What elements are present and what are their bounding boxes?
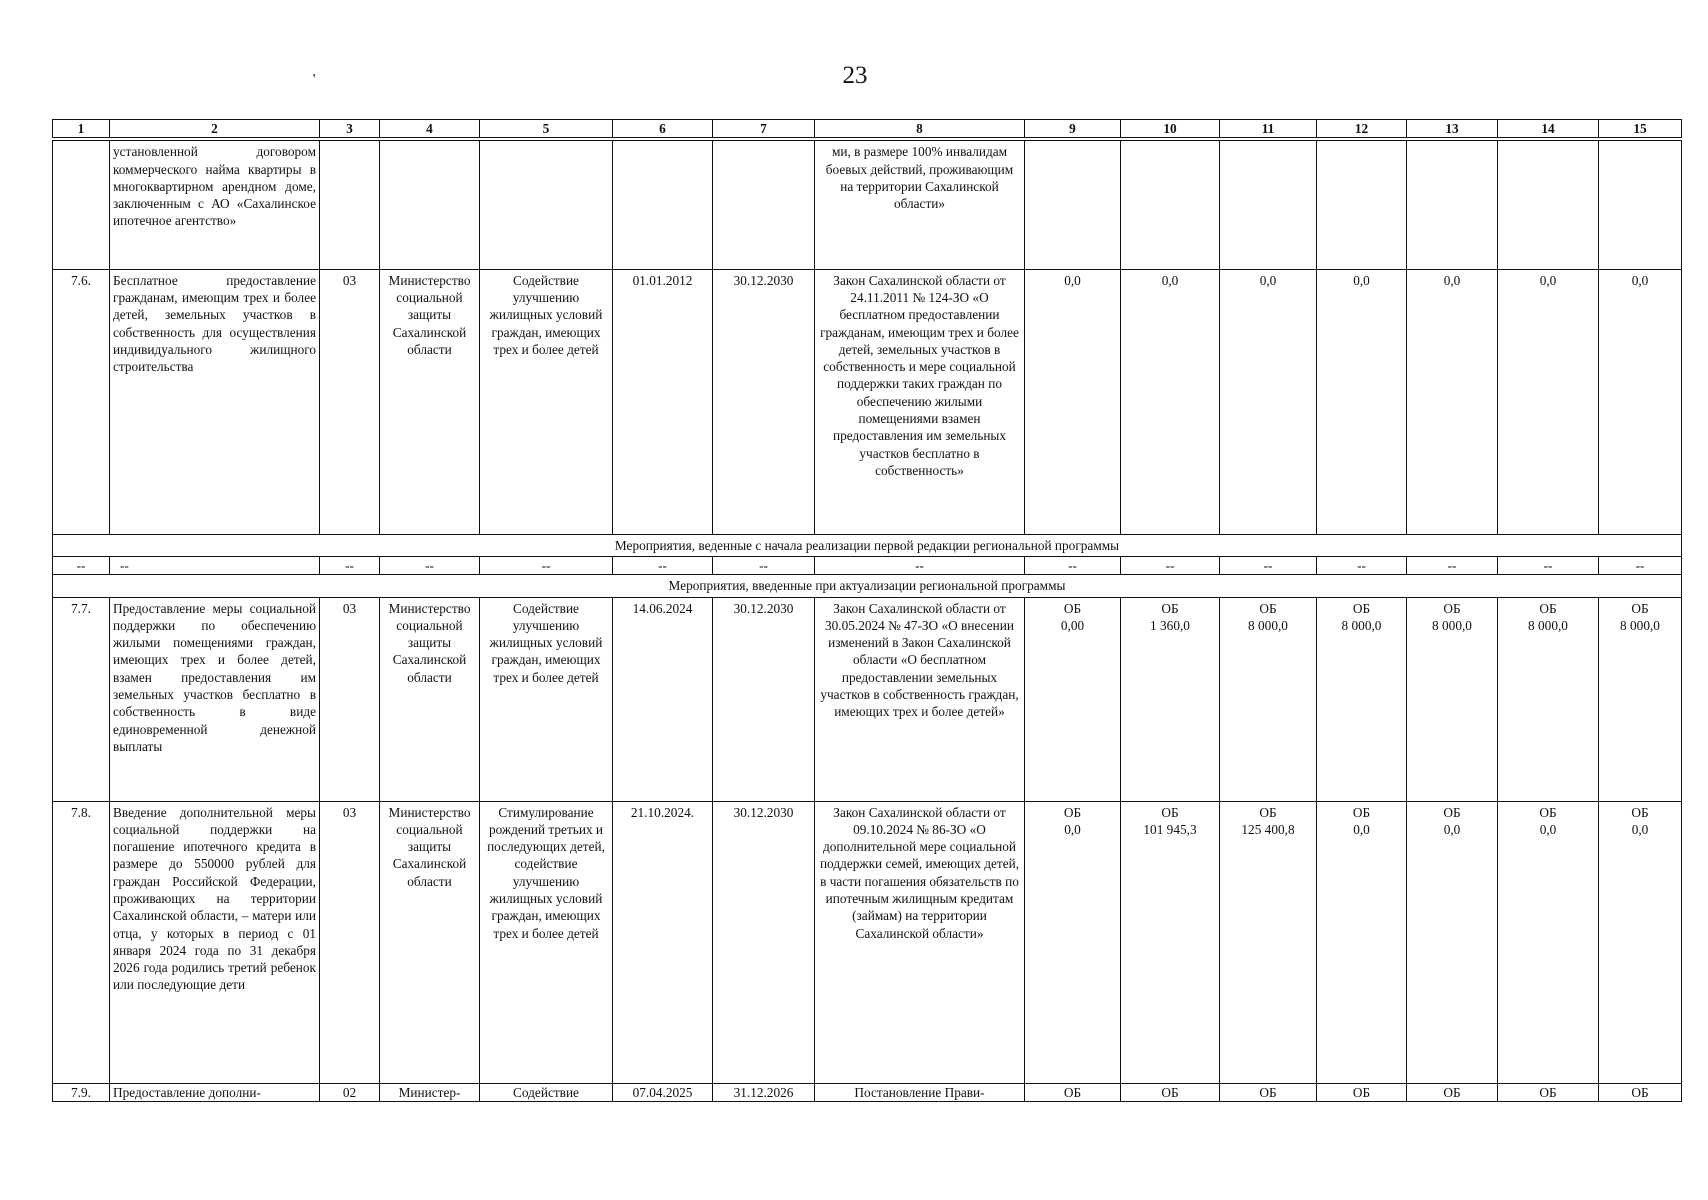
table-row — [53, 139, 1682, 269]
dash-cell: -- — [1025, 557, 1121, 575]
funding-source: ОБ — [1259, 804, 1277, 820]
measure-name: Предоставление меры социальной поддержки по обеспечению жилыми помещениями граждан, имеющих трех и более детей, взамен предоставления им земельных участков бесплатно в собственность в виде единовременной денежной выплаты — [110, 597, 320, 801]
col-num: 9 — [1025, 120, 1121, 140]
goal: Содействие улучшению жилищных условий граждан, имеющих трех и более детей — [480, 269, 613, 534]
funding-source: ОБ — [1161, 804, 1179, 820]
value-cell — [1025, 801, 1121, 1083]
value-cell: 0,0 — [1220, 269, 1317, 534]
funding-amount: 0,0 — [1353, 821, 1370, 837]
dash-cell: -- — [53, 557, 110, 575]
funding-source: ОБ — [1631, 804, 1649, 820]
table-row — [53, 269, 1682, 534]
col-num: 2 — [110, 120, 320, 140]
value-cell — [1498, 801, 1599, 1083]
value-cell — [1025, 597, 1121, 801]
dash-cell: -- — [320, 557, 380, 575]
value-cell — [1220, 801, 1317, 1083]
dash-cell: -- — [1317, 557, 1407, 575]
value-cell — [1220, 597, 1317, 801]
table-row — [53, 597, 1682, 801]
col-num: 7 — [713, 120, 815, 140]
col-num: 6 — [613, 120, 713, 140]
start-date: 07.04.2025 — [613, 1083, 713, 1101]
value-cell: 0,0 — [1407, 269, 1498, 534]
funding-source: ОБ — [1121, 1083, 1220, 1101]
end-date: 30.12.2030 — [713, 597, 815, 801]
funding-source: ОБ — [1443, 600, 1461, 616]
funding-amount: 0,0 — [1539, 821, 1557, 837]
value-cell — [1317, 801, 1407, 1083]
executor: Министерство социальной защиты Сахалинской области — [380, 269, 480, 534]
section-row — [53, 534, 1682, 556]
funding-amount: 8 000,0 — [1248, 617, 1288, 633]
legal-basis: Закон Сахалинской области от 30.05.2024 № 47-ЗО «О внесении изменений в Закон Сахалинской области «О бесплатном предоставлении земельных участков в собственность граждан, имеющих трех и более детей» — [815, 597, 1025, 801]
section-heading: Мероприятия, введенные при актуализации региональной программы — [53, 575, 1682, 597]
value-cell: 0,0 — [1121, 269, 1220, 534]
value-cell: 0,0 — [1599, 269, 1682, 534]
code: 03 — [320, 801, 380, 1083]
dash-cell: -- — [380, 557, 480, 575]
scan-mark: ʽ — [312, 72, 317, 87]
col-num: 12 — [1317, 120, 1407, 140]
end-date: 30.12.2030 — [713, 801, 815, 1083]
value-cell — [1498, 597, 1599, 801]
start-date: 14.06.2024 — [613, 597, 713, 801]
table-row — [53, 801, 1682, 1083]
funding-source: ОБ — [1599, 1083, 1682, 1101]
end-date: 31.12.2026 — [713, 1083, 815, 1101]
row-number: 7.7. — [53, 597, 110, 801]
value-cell — [1121, 597, 1220, 801]
measure-name: Предоставление дополни- — [110, 1083, 320, 1101]
dash-cell: -- — [480, 557, 613, 575]
funding-source: ОБ — [1025, 1083, 1121, 1101]
row-number: 7.6. — [53, 269, 110, 534]
funding-source: ОБ — [1498, 1083, 1599, 1101]
section-heading: Мероприятия, веденные с начала реализации первой редакции региональной программы — [53, 534, 1682, 556]
funding-source: ОБ — [1161, 600, 1179, 616]
funding-amount: 0,0 — [1064, 821, 1081, 837]
table-row — [53, 1083, 1682, 1101]
dash-cell: -- — [1220, 557, 1317, 575]
funding-source: ОБ — [1407, 1083, 1498, 1101]
col-num: 10 — [1121, 120, 1220, 140]
value-cell — [1599, 801, 1682, 1083]
col-num: 8 — [815, 120, 1025, 140]
value-cell: 0,0 — [1317, 269, 1407, 534]
value-cell — [1121, 801, 1220, 1083]
row-number: 7.9. — [53, 1083, 110, 1101]
funding-amount: 8 000,0 — [1528, 617, 1568, 633]
col-num: 14 — [1498, 120, 1599, 140]
end-date: 30.12.2030 — [713, 269, 815, 534]
value-cell — [1317, 597, 1407, 801]
col-num: 11 — [1220, 120, 1317, 140]
funding-source: ОБ — [1539, 600, 1557, 616]
legal-basis: Постановление Прави- — [815, 1083, 1025, 1101]
col-num: 15 — [1599, 120, 1682, 140]
code: 03 — [320, 269, 380, 534]
legal-basis: Закон Сахалинской области от 24.11.2011 № 124-ЗО «О бесплатном предоставлении гражданам, имеющим трех и более детей, земельных участков в собственность и мере социальной поддержки таких граждан по обеспечению жилыми помещениями взамен предоставления им земельных участков бесплатно в собственность» — [815, 269, 1025, 534]
column-numbers-row — [53, 120, 1682, 140]
col-num: 4 — [380, 120, 480, 140]
value-cell — [1407, 801, 1498, 1083]
measure-name: установленной договором коммерческого найма квартиры в многоквартирном арендном доме, заключенным с АО «Сахалинское ипотечное агентство» — [110, 139, 320, 269]
col-num: 1 — [53, 120, 110, 140]
start-date: 21.10.2024. — [613, 801, 713, 1083]
program-table — [52, 119, 1682, 1102]
page-number: 23 — [842, 62, 868, 89]
dash-cell: -- — [110, 557, 320, 575]
dash-cell: -- — [613, 557, 713, 575]
start-date: 01.01.2012 — [613, 269, 713, 534]
funding-amount: 101 945,3 — [1143, 821, 1197, 837]
funding-source: ОБ — [1317, 1083, 1407, 1101]
row-number: 7.8. — [53, 801, 110, 1083]
funding-source: ОБ — [1443, 804, 1461, 820]
funding-source: ОБ — [1259, 600, 1277, 616]
funding-amount: 0,00 — [1060, 617, 1085, 633]
value-cell — [1407, 597, 1498, 801]
funding-amount: 1 360,0 — [1150, 617, 1190, 633]
funding-amount: 8 000,0 — [1341, 617, 1382, 633]
goal: Стимулирование рождений третьих и последующих детей, содействие улучшению жилищных условий граждан, имеющих трех и более детей — [480, 801, 613, 1083]
dash-cell: -- — [1498, 557, 1599, 575]
code: 02 — [320, 1083, 380, 1101]
dash-cell: -- — [1599, 557, 1682, 575]
executor: Министерство социальной защиты Сахалинской области — [380, 597, 480, 801]
funding-source: ОБ — [1063, 600, 1082, 616]
funding-source: ОБ — [1539, 804, 1557, 820]
dash-cell: -- — [713, 557, 815, 575]
value-cell: 0,0 — [1025, 269, 1121, 534]
section-row — [53, 575, 1682, 597]
value-cell — [1599, 597, 1682, 801]
funding-source: ОБ — [1220, 1083, 1317, 1101]
value-cell: 0,0 — [1498, 269, 1599, 534]
executor: Министер- — [380, 1083, 480, 1101]
funding-amount: 8 000,0 — [1620, 617, 1660, 633]
funding-source: ОБ — [1631, 600, 1649, 616]
executor: Министерство социальной защиты Сахалинской области — [380, 801, 480, 1083]
legal-basis: ми, в размере 100% инвалидам боевых действий, проживающим на территории Сахалинской области» — [815, 139, 1025, 269]
col-num: 5 — [480, 120, 613, 140]
legal-basis: Закон Сахалинской области от 09.10.2024 № 86-ЗО «О дополнительной мере социальной поддержки семей, имеющих детей, в части погашения обязательств по ипотечным жилищным кредитам (займам) на территории Сахалинской области» — [815, 801, 1025, 1083]
col-num: 3 — [320, 120, 380, 140]
dash-cell: -- — [815, 557, 1025, 575]
funding-source: ОБ — [1063, 804, 1082, 820]
funding-amount: 125 400,8 — [1241, 821, 1295, 837]
goal: Содействие — [480, 1083, 613, 1101]
goal: Содействие улучшению жилищных условий граждан, имеющих трех и более детей — [480, 597, 613, 801]
dash-cell: -- — [1121, 557, 1220, 575]
table-row — [53, 557, 1682, 575]
funding-amount: 0,0 — [1631, 821, 1649, 837]
measure-name: Бесплатное предоставление гражданам, имеющим трех и более детей, земельных участков в собственность для осуществления индивидуального жилищного строительства — [110, 269, 320, 534]
funding-amount: 8 000,0 — [1432, 617, 1472, 633]
col-num: 13 — [1407, 120, 1498, 140]
funding-amount: 0,0 — [1443, 821, 1461, 837]
measure-name: Введение дополнительной меры социальной поддержки на погашение ипотечного кредита в размере до 550000 рублей для граждан Российской Федерации, проживающих на территории Сахалинской области, – матери или отца, у которых в период с 01 января 2024 года по 31 декабря 2026 года родились третий ребенок или последующие дети — [110, 801, 320, 1083]
code: 03 — [320, 597, 380, 801]
funding-source: ОБ — [1352, 804, 1371, 820]
funding-source: ОБ — [1352, 600, 1371, 616]
dash-cell: -- — [1407, 557, 1498, 575]
